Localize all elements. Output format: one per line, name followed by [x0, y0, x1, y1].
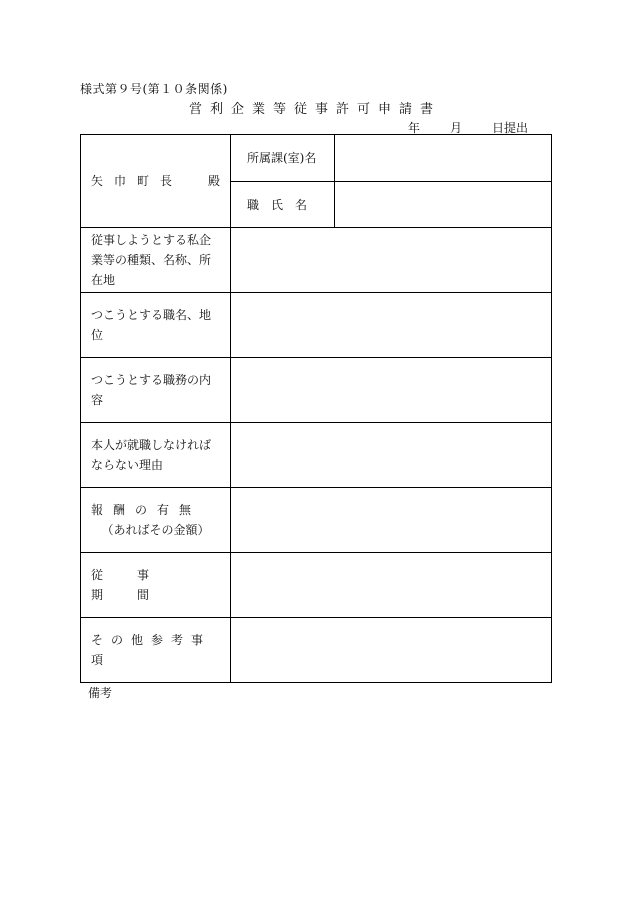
applicant-info: [231, 135, 551, 227]
form-row-compensation: [81, 487, 551, 552]
company-field[interactable]: [231, 228, 551, 292]
period-label: 従事期間: [91, 568, 184, 602]
title-name-field[interactable]: [335, 182, 551, 228]
compensation-sublabel: （あればその金額）: [101, 523, 210, 537]
form-row-position: [81, 292, 551, 357]
form-row-company: [81, 227, 551, 292]
addressee-honorific: 殿: [207, 174, 220, 188]
form-row-period: [81, 552, 551, 617]
addressee-mayor: 矢巾町長: [91, 174, 184, 188]
form-row-other: [81, 617, 551, 682]
duties-label: つこうとする職務の内容: [81, 358, 231, 422]
addressee-cell: [81, 135, 231, 227]
other-field[interactable]: [231, 618, 551, 682]
remarks-label: 備考: [88, 686, 113, 700]
position-label: つこうとする職名、地位: [81, 293, 231, 357]
duties-field[interactable]: [231, 358, 551, 422]
reason-field[interactable]: [231, 423, 551, 487]
department-field[interactable]: [335, 135, 551, 181]
department-label: 所属課(室)名: [231, 135, 335, 181]
period-field[interactable]: [231, 553, 551, 617]
form-row-reason: [81, 422, 551, 487]
addressee-row: [81, 135, 551, 227]
position-field[interactable]: [231, 293, 551, 357]
date-year-label: 年: [407, 121, 420, 135]
compensation-label: 報酬の有無: [91, 503, 202, 517]
title-name-label: 職 氏 名: [231, 182, 335, 228]
period-label-cell: [81, 553, 231, 617]
other-label-cell: [81, 618, 231, 682]
company-label: 従事しようとする私企業等の種類、名称、所在地: [81, 228, 231, 292]
title-name-row: [231, 181, 551, 228]
form-reference: 様式第９号(第１０条関係): [80, 82, 228, 96]
application-form-table: [80, 134, 552, 683]
compensation-field[interactable]: [231, 488, 551, 552]
compensation-label-cell: [81, 488, 231, 552]
reason-label: 本人が就職しなければならない理由: [81, 423, 231, 487]
form-row-duties: [81, 357, 551, 422]
document-title: 営利企業等従事許可申請書: [188, 102, 441, 117]
department-row: [231, 135, 551, 181]
date-month-label: 月: [449, 121, 462, 135]
other-label: その他参考事項: [91, 633, 212, 667]
date-day-submit-label: 日提出: [491, 121, 528, 135]
